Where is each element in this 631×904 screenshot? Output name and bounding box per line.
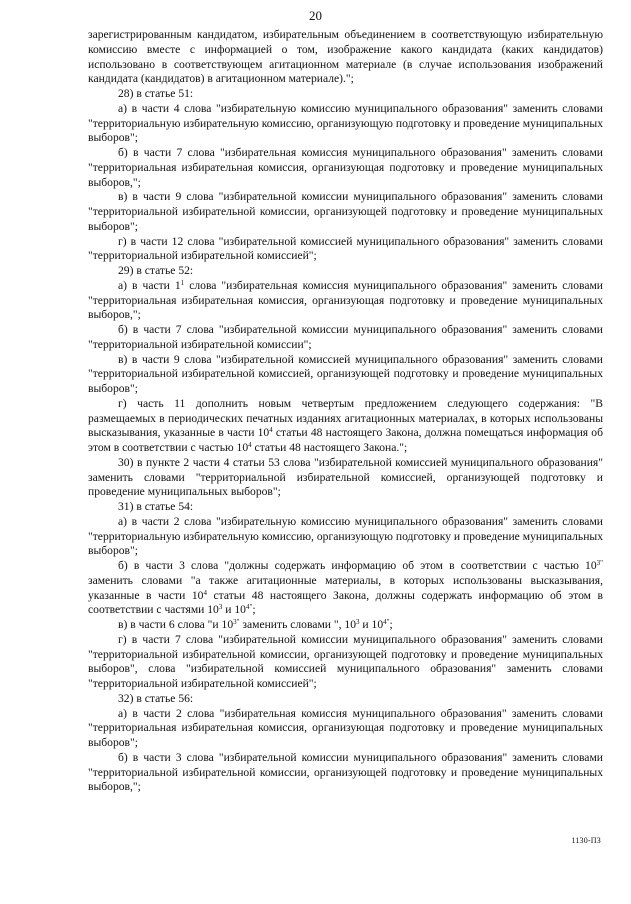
paragraph: в) в части 9 слова "избирательной комиссии муниципального образования" заменить словами "территориальной избирательной комиссии, организующей подготовку и проведение муниципальных выборов"; (88, 190, 603, 233)
paragraph: а) в части 4 слова "избирательную комиссию муниципального образования" заменить словами "территориальную избирательную комиссию, организующую подготовку и проведение муниципальных выборов"; (88, 101, 603, 145)
paragraph: 29) в статье 52: (118, 264, 194, 277)
paragraph: г) часть 11 дополнить новым четвертым предложением следующего содержания: "В размещаемых в периодических печатных изданиях агитационных материалах, в которых использованы высказывания, указанные в части $10^4$ статьи 48 настоящего Закона, должна помещаться информация об этом в соответствии с частью $10^4$ статьи 48 настоящего Закона."; (88, 396, 603, 454)
paragraph: г) в части 12 слова "избирательной комиссией муниципального образования" заменить словами "территориальной избирательной комиссией"; (88, 234, 603, 263)
document-code: 1130-ПЗ (571, 836, 601, 845)
paragraph: 28) в статье 51: (118, 87, 194, 100)
paragraph: 32) в статье 56: (118, 691, 194, 705)
paragraph: в) в части 9 слова "избирательной комиссией муниципального образования" заменить словами "территориальной избирательной комиссией, организующей подготовку и проведение муниципальных выборов"; (88, 352, 603, 395)
paragraph: 31) в статье 54: (118, 500, 194, 513)
page-number: 20 (309, 8, 322, 23)
paragraph: а) в части $1^1$ слова "избирательная комиссия муниципального образования" заменить словами "территориальная избирательная комиссия, организующая подготовку и проведение муниципальных выборов,"; (88, 278, 604, 322)
paragraph: в) в части 6 слова "и $10^{3"}$ заменить словами ", $10^3$ и $10^{4"}$; (118, 618, 393, 631)
paragraph: б) в части 7 слова "избирательной комиссии муниципального образования" заменить словами "территориальной избирательной комиссии"; (88, 323, 603, 351)
paragraph: 30) в пункте 2 части 4 статьи 53 слова "избирательной комиссией муниципального образования" заменить словами "территориальной избирательной комиссией, организующей подготовку и проведение муниципальных выборов"; (88, 455, 603, 499)
paragraph: б) в части 7 слова "избирательная комиссия муниципального образования" заменить словами "территориальная избирательная комиссия, организующая подготовку и проведение муниципальных выборов,"; (88, 146, 603, 189)
document-body (88, 28, 603, 795)
paragraph: зарегистрированным кандидатом, избирательным объединением в соответствующую избирательную комиссию вместе с информацией о том, изображение какого кандидата (каких кандидатов) использовано в соответствующем агитационном материале (в случае использования изображений кандидата (кандидатов) в агитационном материале)."; (88, 28, 603, 86)
paragraph: а) в части 2 слова "избирательную комиссию муниципального образования" заменить словами "территориальную избирательную комиссию, организующую подготовку и проведение муниципальных выборов"; (88, 514, 603, 558)
paragraph: б) в части 3 слова "избирательной комиссии муниципального образования" заменить словами "территориальной избирательной комиссии, организующей подготовку и проведение муниципальных выборов,"; (88, 750, 603, 794)
paragraph: б) в части 3 слова "должны содержать информацию об этом в соответствии с частью $10^{3"}$ заменить словами "а также агитационные материалы, в которых использованы высказывания, указанные в части $10^4$ статьи 48 настоящего Закона, должны содержать информацию об этом в соответствии с частями $10^3$ и $10^{4"}$; (88, 559, 603, 617)
paragraph: г) в части 7 слова "избирательной комиссии муниципального образования" заменить словами "территориальной избирательной комиссии, организующей подготовку и проведение муниципальных выборов", слова "избирательной комиссией муниципального образования" заменить словами "территориальной избирательной комиссией"; (88, 632, 603, 690)
paragraph: а) в части 2 слова "избирательная комиссия муниципального образования" заменить словами "территориальная избирательная комиссия, организующая подготовку и проведение муниципальных выборов"; (88, 706, 603, 749)
